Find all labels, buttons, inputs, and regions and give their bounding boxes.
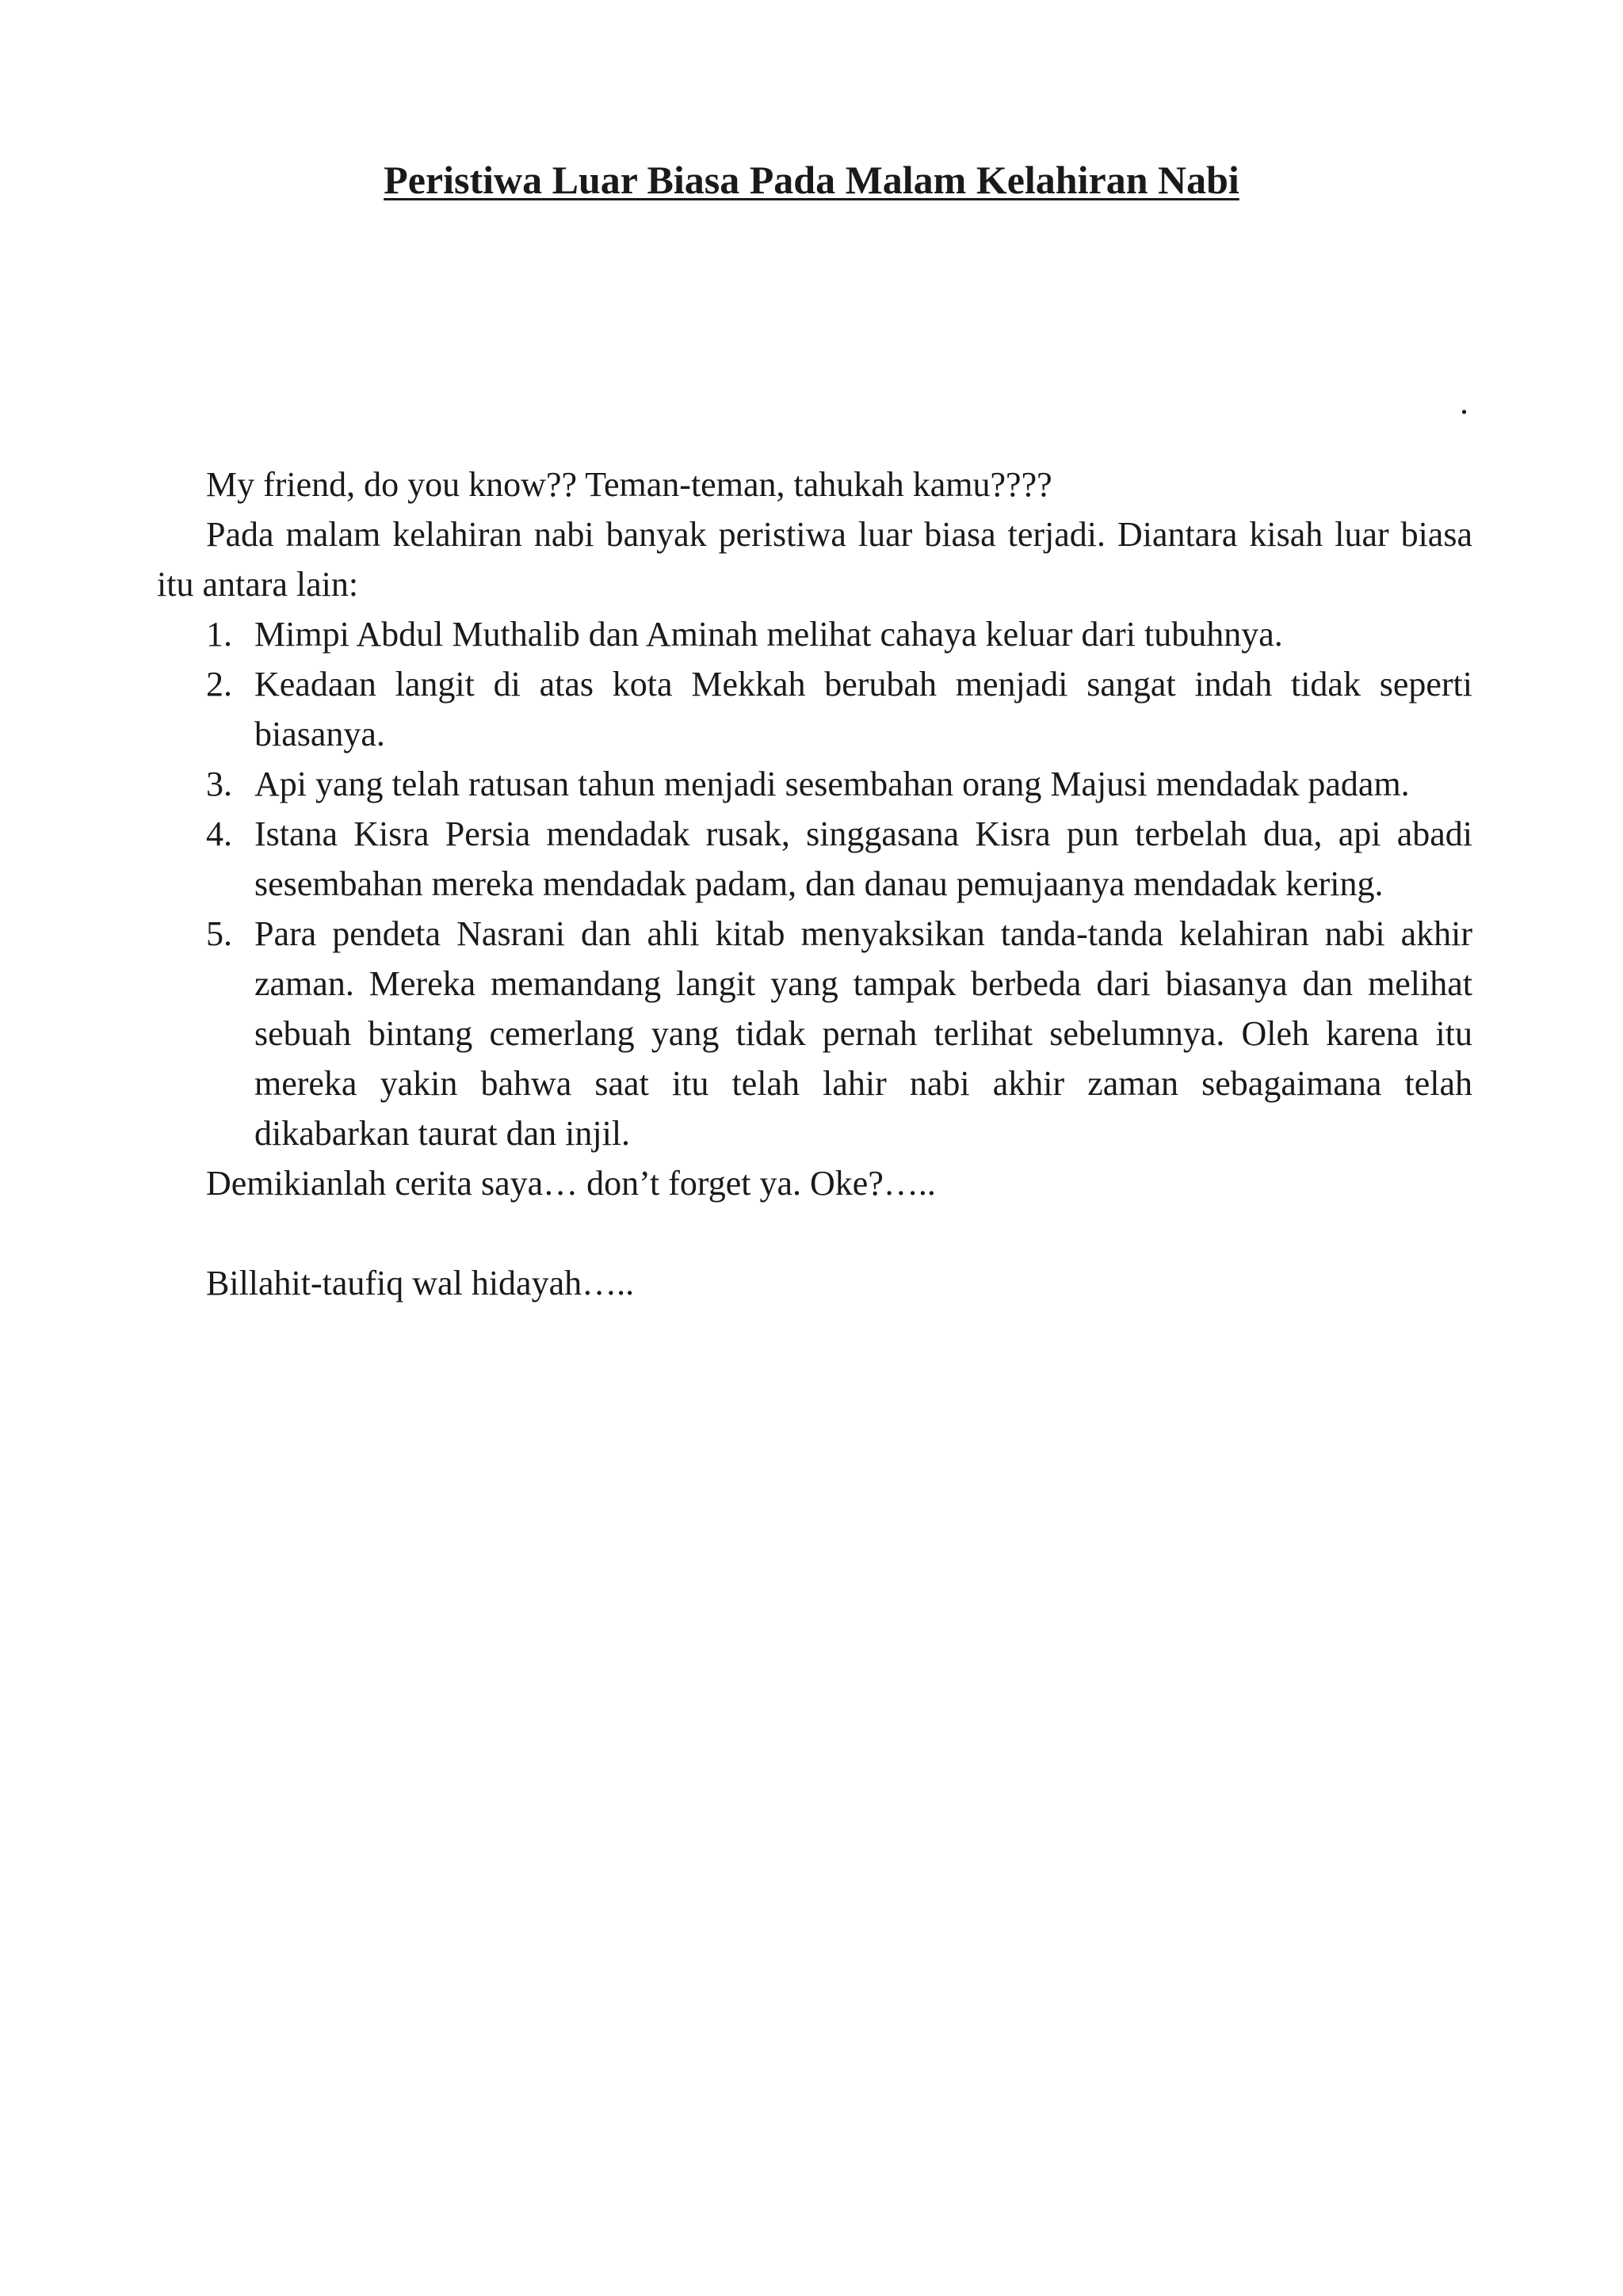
list-item-number: 1. — [206, 615, 232, 654]
list-item — [157, 909, 1472, 1158]
list-item — [157, 759, 1472, 809]
events-list — [157, 609, 1472, 1158]
document-body — [157, 460, 1472, 1308]
list-item — [157, 609, 1472, 659]
lead-paragraph: Pada malam kelahiran nabi banyak peristiwa luar biasa terjadi. Diantara kisah luar biasa itu antara lain: — [157, 515, 1472, 604]
list-item-text: Keadaan langit di atas kota Mekkah berubah menjadi sangat indah tidak seperti biasanya. — [254, 665, 1472, 753]
list-item-text: Api yang telah ratusan tahun menjadi sesembahan orang Majusi mendadak padam. — [254, 765, 1410, 803]
document-title: Peristiwa Luar Biasa Pada Malam Kelahiran Nabi — [384, 158, 1239, 202]
list-item-text: Para pendeta Nasrani dan ahli kitab menyaksikan tanda-tanda kelahiran nabi akhir zaman. Mereka memandang langit yang tampak berbeda dari biasanya dan melihat sebuah bintang cemerlang yang tidak pernah terlihat sebelumnya. Oleh karena itu mereka yakin bahwa saat itu telah lahir nabi akhir zaman sebagaimana telah dikabarkan taurat dan injil. — [254, 914, 1472, 1153]
intro-line: My friend, do you know?? Teman-teman, tahukah kamu???? — [206, 465, 1052, 504]
list-item — [157, 659, 1472, 759]
list-item-number: 4. — [206, 814, 232, 853]
list-item-text: Istana Kisra Persia mendadak rusak, singgasana Kisra pun terbelah dua, api abadi sesembahan mereka mendadak padam, dan danau pemujaanya mendadak kering. — [254, 814, 1472, 903]
blank-line — [157, 1208, 1472, 1258]
list-item-number: 3. — [206, 765, 232, 803]
list-item-text: Mimpi Abdul Muthalib dan Aminah melihat cahaya keluar dari tubuhnya. — [254, 615, 1283, 654]
stray-mark: . — [1460, 383, 1468, 421]
closing-line: Demikianlah cerita saya… don’t forget ya. Oke?….. — [206, 1164, 936, 1203]
list-item-number: 2. — [206, 665, 232, 704]
farewell-line: Billahit-taufiq wal hidayah….. — [206, 1264, 635, 1302]
list-item — [157, 809, 1472, 909]
list-item-number: 5. — [206, 914, 232, 953]
